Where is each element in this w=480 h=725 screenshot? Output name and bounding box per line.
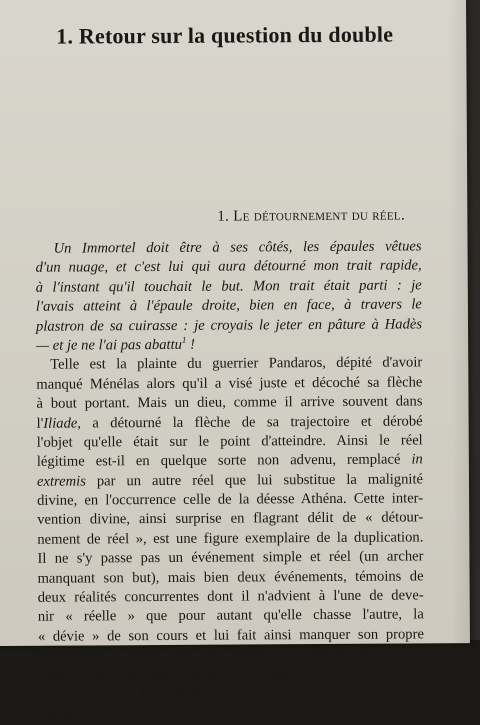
paragraph-line: Telle est la plainte du guerrier Pandaros, dépité d'avoir [50,354,423,374]
paragraph-line: Il ne s'y passe pas un événement simple et réel (un archer [37,548,424,567]
paragraph-line: deux réalités concurrentes dont il n'advient à l'une de deve- [37,587,424,606]
quote-final-text: — et je ne l'ai pas abattu [36,336,182,354]
quote-line [36,334,422,356]
paragraph-line: à bout portant. Mais un dieu, comme il arrive souvent dans [36,393,423,412]
section-heading [217,207,405,225]
italic-phrase: extremis [36,473,86,490]
quote-line: à l'instant qu'il touchait le but. Mon trait était parti : je [35,277,422,296]
paragraph-line: l'objet qu'elle était sur le point d'atteindre. Ainsi le réel [36,432,423,451]
paragraph-line: ment en cours de réalisation, fait que le coup réussi est en [38,684,425,703]
quote-line: Un Immortel doit être à ses côtés, les épaules vêtues [53,238,422,257]
section-number: 1. [217,208,230,225]
paragraph-line: d'autre part une intervention divine qui, interceptant l'événe- [38,664,425,684]
chapter-title: 1. Retour sur la question du double [56,21,394,49]
paragraph-line [37,470,423,492]
italic-phrase: in [411,451,423,468]
paragraph-line: « dévie » de son cours et lui fait ainsi manquer son propre [37,626,424,645]
paragraph-line [37,412,423,434]
paragraph-line: manqué Ménélas alors qu'il a visé juste et décoché sa flèche [36,374,423,393]
quote-line: d'un nuage, et c'est lui qui aura détourné mon trait rapide, [35,257,422,277]
footnote-marker: 1 [181,334,187,345]
paragraph-line: divine, en l'occurrence celle de la déesse Athéna. Cette inter- [37,490,424,509]
italic-title-iliade: Iliade [43,415,78,432]
quote-line: plastron de sa cuirasse : je croyais le jeter en pâture à Hadès [35,315,423,335]
paragraph-line: nir « réelle » que pour autant qu'elle chasse l'autre, la [37,606,424,626]
text-run: l' [36,415,44,432]
text-run: par un autre réel que lui substitue la malignité [85,471,424,490]
paragraph-line [37,451,423,473]
paragraph-line: vention divine, ainsi surprise en flagrant délit de « détour- [37,509,424,529]
paragraph-line: même temps un coup manqué. L'avènement d'un certain [38,703,425,723]
page-edge-shadow [448,0,470,643]
section-title: Le détournement du réel. [233,207,406,225]
body-text [35,237,424,724]
paragraph-line: avènement : d'une part un archer qui réussit son coup, [37,645,425,664]
text-run: légitime est-il en quelque sorte non advenu, remplacé [36,451,412,471]
quote-line: l'avais atteint à l'épaule droite, bien en face, à travers le [35,296,422,315]
quote-end: ! [186,336,196,353]
text-run: , a détourné la flèche de sa trajectoire et dérobé [77,412,423,432]
paragraph-line: manquant son but), mais bien deux événements, témoins de [37,568,424,587]
paragraph-line: nement de réel », est une figure exemplaire de la duplication. [37,529,424,548]
